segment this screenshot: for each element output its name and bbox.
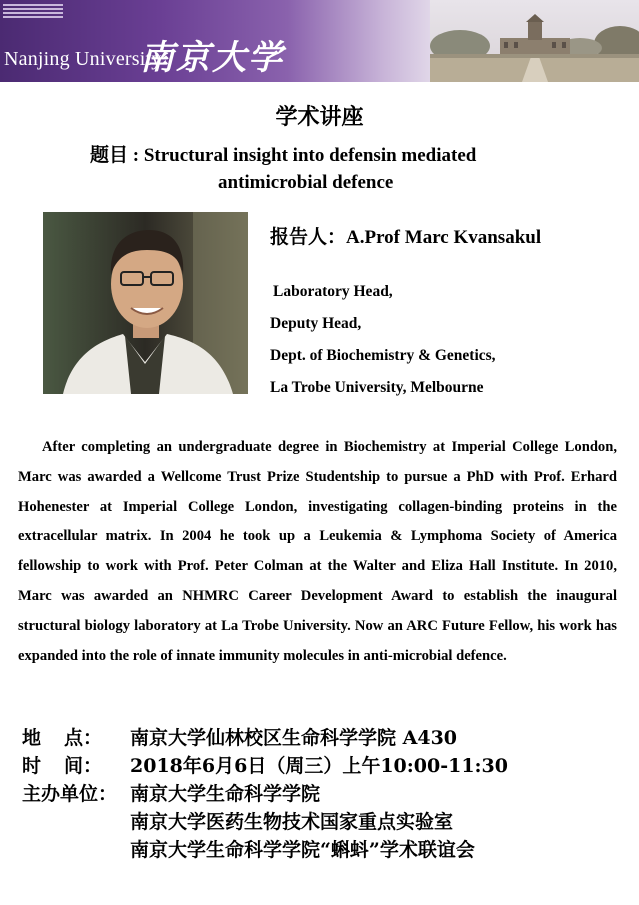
location-label	[22, 724, 102, 752]
location-value: 南京大学仙林校区生命科学学院 A430	[130, 727, 458, 749]
campus-photo-icon	[430, 0, 639, 82]
speaker-heading	[270, 222, 541, 249]
organizer-item: 南京大学生命科学学院	[130, 783, 321, 805]
banner-fine-print	[3, 4, 63, 20]
speaker-name: A.Prof Marc Kvansakul	[346, 227, 542, 248]
affiliation-line: Deputy Head,	[270, 315, 362, 332]
time-label	[22, 752, 102, 780]
speaker-bio: After completing an undergraduate degree in Biochemistry at Imperial College London, Marc was awarded a Wellcome Trust Prize Studentship to pursue a PhD with Prof. Erhard Hohenester at Imperial College London, investigating collagen-binding proteins in the extracellular matrix. In 2004 he took up a Leukemia & Lymphoma Society of America fellowship to work with Prof. Peter Colman at the Walter and Eliza Hall Institute. In 2010, Marc was awarded an NHMRC Career Development Award to establish the inaugural structural biology laboratory at La Trobe University. Now an ARC Future Fellow, his work has expanded into the role of innate immunity molecules in anti-microbial defence.	[18, 439, 617, 664]
affiliation-line: La Trobe University, Melbourne	[270, 379, 484, 396]
organizer-list	[130, 780, 475, 864]
university-name: Nanjing University	[4, 48, 162, 70]
affiliation-line: Laboratory Head,	[273, 283, 393, 300]
organizer-item: 南京大学生命科学学院“蝌蚪”学术联谊会	[130, 839, 475, 861]
organizer-item: 南京大学医药生物技术国家重点实验室	[130, 811, 454, 833]
time-label-b: 间：	[63, 755, 102, 777]
speaker-portrait-icon	[43, 212, 248, 394]
university-calligraphy-logo: 南京大学	[140, 38, 284, 78]
header-banner	[0, 0, 639, 82]
location-label-a: 地	[22, 727, 42, 749]
topic-line-2: antimicrobial defence	[218, 172, 394, 193]
topic-line-1: 题目 : Structural insight into defensin mediated	[90, 145, 477, 166]
time-value: 2018年6月6日（周三）上午10:00-11:30	[130, 755, 508, 777]
location-row	[22, 724, 508, 752]
lecture-topic	[90, 142, 570, 196]
speaker-affiliations	[270, 276, 496, 404]
time-label-a: 时	[22, 755, 42, 777]
speaker-label: 报告人：	[270, 226, 347, 248]
organizer-label: 主办单位：	[22, 783, 118, 805]
time-row	[22, 752, 508, 780]
page-title: 学术讲座	[275, 104, 364, 130]
affiliation-line: Dept. of Biochemistry & Genetics,	[270, 347, 496, 364]
organizer-row	[22, 780, 508, 864]
event-info	[22, 724, 508, 864]
location-label-b: 点：	[63, 727, 102, 749]
